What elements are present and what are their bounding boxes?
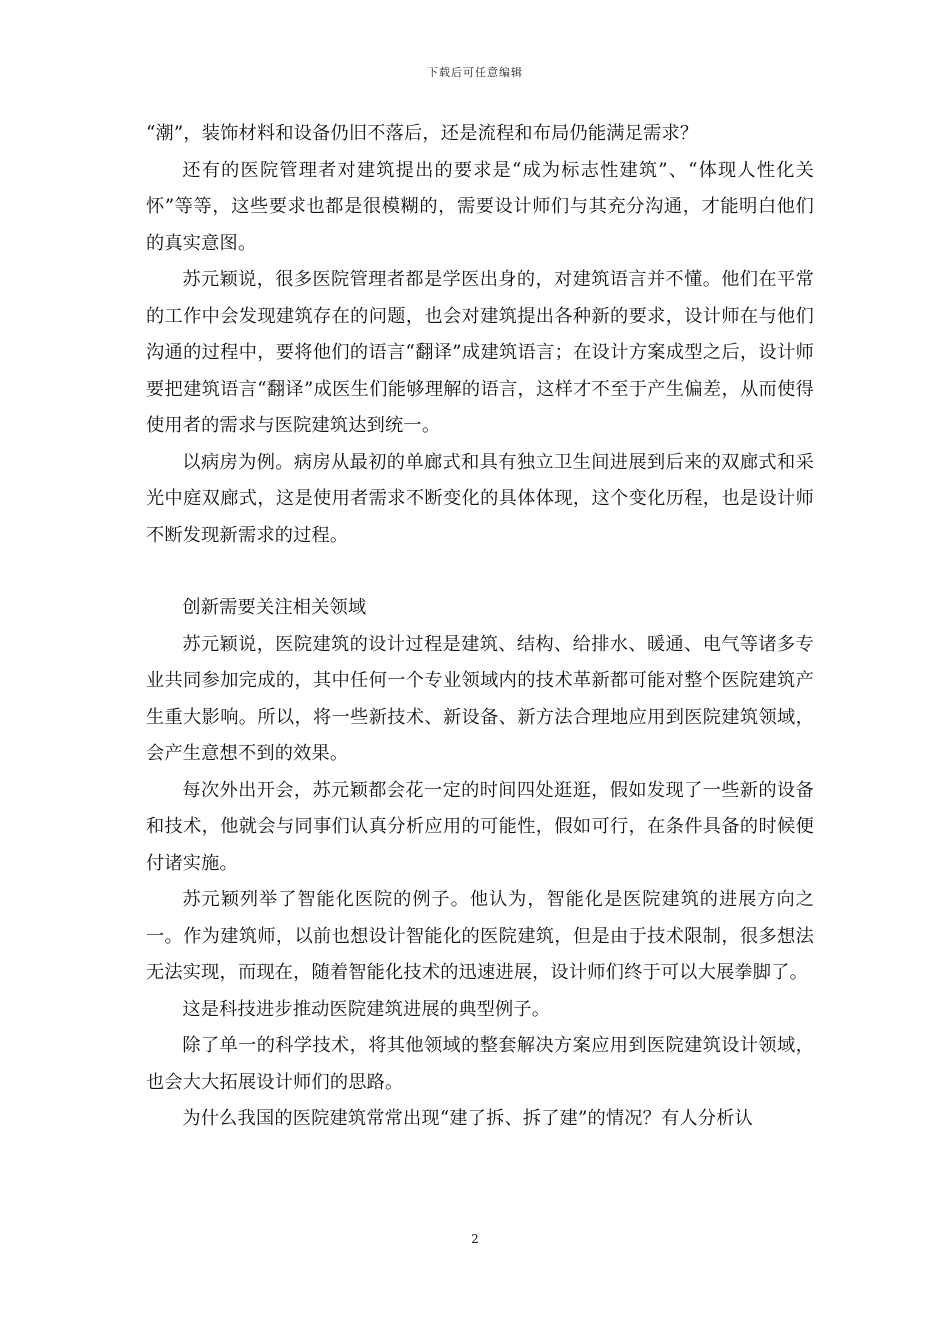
paragraph: 以病房为例。病房从最初的单廊式和具有独立卫生间进展到后来的双廊式和采光中庭双廊式，这是使用者需求不断变化的具体体现，这个变化历程，也是设计师不断发现新需求的过程。 — [146, 451, 814, 546]
section-heading: 创新需要关注相关领域 — [182, 597, 367, 618]
page-number: 2 — [471, 1232, 479, 1246]
paragraph: 这是科技进步推动医院建筑进展的典型例子。 — [182, 998, 551, 1020]
paragraph: 苏元颖说，医院建筑的设计过程是建筑、结构、给排水、暖通、电气等诸多专业共同参加完成的，其中任何一个专业领域内的技术革新都可能对整个医院建筑产生重大影响。所以，将一些新技术、新设备、新方法合理地应用到医院建筑领域，会产生意想不到的效果。 — [146, 633, 814, 764]
body-text — [146, 116, 814, 1138]
paragraph: 还有的医院管理者对建筑提出的要求是“成为标志性建筑”、“体现人性化关怀”等等，这些要求也都是很模糊的，需要设计师们与其充分沟通，才能明白他们的真实意图。 — [146, 159, 814, 254]
paragraph: 为什么我国的医院建筑常常出现“建了拆、拆了建”的情况？有人分析认 — [182, 1108, 754, 1129]
paragraph: 苏元颖列举了智能化医院的例子。他认为，智能化是医院建筑的进展方向之一。作为建筑师，以前也想设计智能化的医院建筑，但是由于技术限制，很多想法无法实现，而现在，随着智能化技术的迅速进展，设计师们终于可以大展拳脚了。 — [146, 889, 814, 983]
page-header: 下载后可任意编辑 — [427, 66, 523, 79]
paragraph-gap — [146, 554, 814, 590]
paragraph: 除了单一的科学技术，将其他领域的整套解决方案应用到医院建筑设计领域，也会大大拓展设计师们的思路。 — [146, 1035, 814, 1093]
paragraph: 苏元颖说，很多医院管理者都是学医出身的，对建筑语言并不懂。他们在平常的工作中会发现建筑存在的问题，也会对建筑提出各种新的要求，设计师在与他们沟通的过程中，要将他们的语言“翻译”成建筑语言；在设计方案成型之后，设计师要把建筑语言“翻译”成医生们能够理解的语言，这样才不至于产生偏差，从而使得使用者的需求与医院建筑达到统一。 — [146, 269, 814, 436]
paragraph: “潮”，装饰材料和设备仍旧不落后，还是流程和布局仍能满足需求？ — [146, 123, 699, 144]
paragraph: 每次外出开会，苏元颖都会花一定的时间四处逛逛，假如发现了一些新的设备和技术，他就会与同事们认真分析应用的可能性，假如可行，在条件具备的时候便付诸实施。 — [146, 779, 814, 874]
